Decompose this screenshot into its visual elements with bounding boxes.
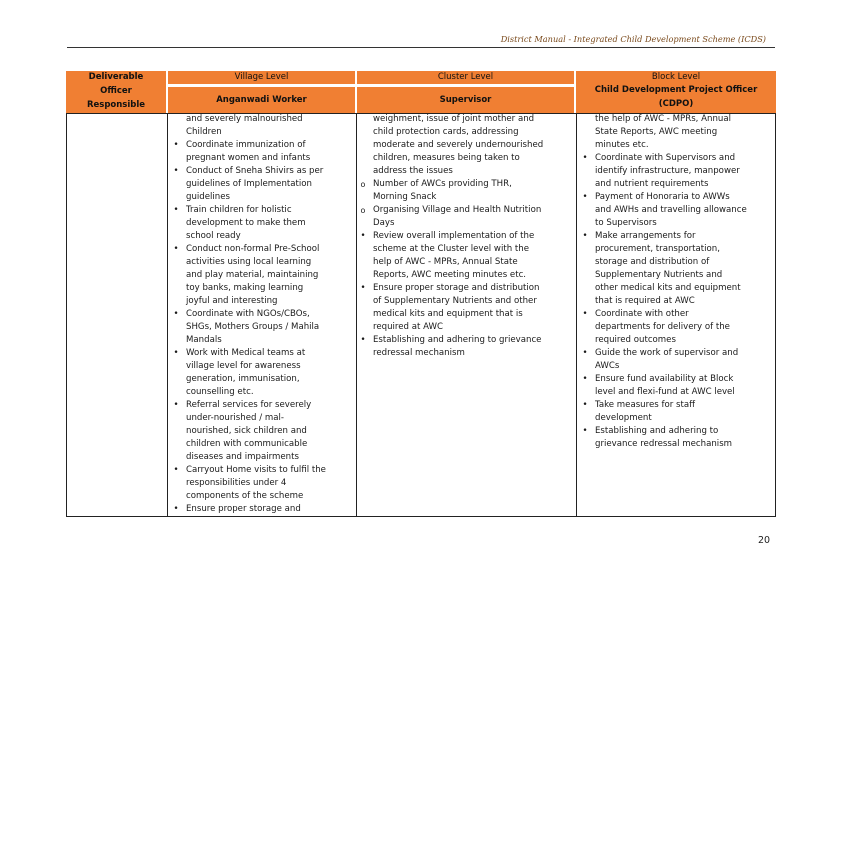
bullet-marker: • — [360, 335, 366, 345]
list-item-line: Reports, AWC meeting minutes etc. — [373, 270, 527, 280]
list-item-line: Ensure proper storage and — [186, 504, 301, 514]
list-item-line: Train children for holistic — [186, 205, 292, 215]
list-item-line: Establishing and adhering to — [595, 426, 719, 436]
list-item-line: guidelines of Implementation — [186, 179, 313, 189]
list-item — [579, 399, 775, 425]
list-item-line: Ensure fund availability at Block — [595, 374, 734, 384]
list-item-line: moderate and severely undernourished — [373, 140, 544, 150]
list-item-line: SHGs, Mothers Groups / Mahila — [186, 322, 320, 332]
bullet-marker: • — [173, 504, 179, 514]
bullet-marker: o — [360, 180, 366, 189]
list-item-line: Payment of Honoraria to AWWs — [595, 192, 730, 202]
list-item-line: nourished, sick children and — [186, 426, 307, 436]
bullet-marker: • — [173, 465, 179, 475]
list-item-line: joyful and interesting — [186, 296, 278, 306]
header-cdpo-line1: Child Development Project Officer — [594, 85, 758, 95]
bullet-marker: • — [582, 153, 588, 163]
list-item-line: diseases and impairments — [186, 452, 299, 462]
list-item-line: Take measures for staff — [595, 400, 696, 410]
list-item-line: child protection cards, addressing — [373, 127, 519, 137]
list-item-line: generation, immunisation, — [186, 374, 300, 384]
list-item-line: Work with Medical teams at — [186, 348, 306, 358]
list-item-line: Coordinate immunization of — [186, 140, 306, 150]
list-item-line: grievance redressal mechanism — [595, 439, 733, 449]
list-item-line: State Reports, AWC meeting — [595, 127, 718, 137]
header-deliverable-line1: Deliverable — [88, 72, 144, 82]
list-item — [170, 503, 354, 516]
list-item-line: departments for delivery of the — [595, 322, 730, 332]
list-item-line: AWCs — [595, 361, 620, 371]
block-responsibilities-list — [579, 113, 775, 451]
header-deliverable-line3: Responsible — [86, 100, 146, 110]
header-anganwadi-worker: Anganwadi Worker — [168, 87, 355, 113]
list-item-line: other medical kits and equipment — [595, 283, 741, 293]
list-item-line: Referral services for severely — [186, 400, 312, 410]
list-item-line: children with communicable — [186, 439, 308, 449]
bullet-marker: • — [360, 231, 366, 241]
bullet-marker: • — [173, 205, 179, 215]
list-item — [357, 230, 575, 282]
village-responsibilities-list — [170, 113, 354, 516]
list-item-line: address the issues — [373, 166, 453, 176]
list-item-line: Children — [186, 127, 222, 137]
list-item-line: storage and distribution of — [595, 257, 710, 267]
list-item-line: school ready — [186, 231, 241, 241]
list-item-line: Mandals — [186, 335, 222, 345]
list-item-line: under-nourished / mal- — [186, 413, 284, 423]
list-item-line: that is required at AWC — [595, 296, 695, 306]
list-item-line: minutes etc. — [595, 140, 649, 150]
list-item-line: pregnant women and infants — [186, 153, 311, 163]
list-item — [357, 113, 575, 178]
bullet-marker: • — [173, 400, 179, 410]
list-item — [170, 204, 354, 243]
list-item-line: required outcomes — [595, 335, 676, 345]
list-item-line: Review overall implementation of the — [373, 231, 535, 241]
list-item-line: Coordinate with Supervisors and — [595, 153, 736, 163]
bullet-marker: • — [173, 244, 179, 254]
list-item — [579, 347, 775, 373]
list-item — [170, 113, 354, 139]
list-item-line: Organising Village and Health Nutrition — [373, 205, 542, 215]
bullet-marker: • — [173, 309, 179, 319]
list-item-line: Days — [373, 218, 395, 228]
list-item-line: toy banks, making learning — [186, 283, 304, 293]
header-divider — [67, 47, 775, 48]
list-item-line: the help of AWC - MPRs, Annual — [595, 114, 732, 124]
list-item — [579, 191, 775, 230]
header-deliverable-line2: Officer — [100, 86, 132, 96]
list-item-line: Guide the work of supervisor and — [595, 348, 739, 358]
list-item — [170, 347, 354, 399]
list-item — [579, 373, 775, 399]
bullet-marker: • — [360, 283, 366, 293]
list-item-line: children, measures being taken to — [373, 153, 520, 163]
list-item — [357, 178, 575, 204]
list-item — [579, 308, 775, 347]
cluster-responsibilities-list — [357, 113, 575, 360]
list-item-line: required at AWC — [373, 322, 444, 332]
header-deliverable-cell — [66, 71, 166, 113]
list-item-line: Establishing and adhering to grievance — [373, 335, 542, 345]
list-item — [170, 139, 354, 165]
bullet-marker: • — [582, 426, 588, 436]
list-item — [357, 334, 575, 360]
list-item-line: procurement, transportation, — [595, 244, 720, 254]
list-item-line: counselling etc. — [186, 387, 254, 397]
list-item-line: and nutrient requirements — [595, 179, 709, 189]
list-item-line: Make arrangements for — [595, 231, 696, 241]
header-village-level: Village Level — [168, 71, 355, 84]
header-cluster-level: Cluster Level — [357, 71, 574, 84]
list-item-line: Coordinate with other — [595, 309, 689, 319]
list-item-line: Coordinate with NGOs/CBOs, — [186, 309, 310, 319]
bullet-marker: • — [582, 374, 588, 384]
document-header-title: District Manual - Integrated Child Development Scheme (ICDS) — [500, 34, 766, 44]
list-item — [170, 165, 354, 204]
list-item-line: Ensure proper storage and distribution — [373, 283, 540, 293]
list-item-line: Number of AWCs providing THR, — [373, 179, 512, 189]
list-item-line: Morning Snack — [373, 192, 437, 202]
responsibility-table — [66, 71, 776, 517]
body-cell-deliverable — [66, 113, 168, 517]
header-supervisor: Supervisor — [357, 87, 574, 113]
list-item — [579, 425, 775, 451]
list-item — [170, 243, 354, 308]
header-cdpo-cell — [576, 84, 776, 113]
list-item-line: identify infrastructure, manpower — [595, 166, 740, 176]
bullet-marker: • — [582, 309, 588, 319]
list-item — [170, 399, 354, 464]
list-item-line: and severely malnourished — [186, 114, 303, 124]
page-number: 20 — [758, 535, 771, 546]
list-item — [579, 113, 775, 152]
list-item-line: Conduct of Sneha Shivirs as per — [186, 166, 324, 176]
list-item — [579, 152, 775, 191]
list-item-line: of Supplementary Nutrients and other — [373, 296, 537, 306]
list-item-line: guidelines — [186, 192, 231, 202]
bullet-marker: • — [582, 231, 588, 241]
list-item-line: Carryout Home visits to fulfil the — [186, 465, 326, 475]
list-item-line: development to make them — [186, 218, 306, 228]
list-item — [357, 204, 575, 230]
list-item-line: and AWHs and travelling allowance — [595, 205, 747, 215]
list-item-line: Conduct non-formal Pre-School — [186, 244, 320, 254]
list-item-line: responsibilities under 4 — [186, 478, 287, 488]
header-cdpo-line2: (CDPO) — [658, 99, 694, 109]
list-item-line: weighment, issue of joint mother and — [373, 114, 535, 124]
bullet-marker: • — [173, 348, 179, 358]
bullet-marker: • — [173, 166, 179, 176]
bullet-marker: • — [173, 140, 179, 150]
list-item-line: scheme at the Cluster level with the — [373, 244, 529, 254]
list-item — [170, 308, 354, 347]
header-block-level: Block Level — [576, 71, 776, 84]
list-item-line: and play material, maintaining — [186, 270, 319, 280]
list-item-line: Supplementary Nutrients and — [595, 270, 723, 280]
bullet-marker: o — [360, 206, 366, 215]
list-item — [357, 282, 575, 334]
list-item-line: village level for awareness — [186, 361, 301, 371]
list-item-line: to Supervisors — [595, 218, 657, 228]
list-item-line: components of the scheme — [186, 491, 304, 501]
bullet-marker: • — [582, 348, 588, 358]
list-item-line: development — [595, 413, 652, 423]
list-item — [579, 230, 775, 308]
list-item — [170, 464, 354, 503]
list-item-line: medical kits and equipment that is — [373, 309, 523, 319]
bullet-marker: • — [582, 192, 588, 202]
bullet-marker: • — [582, 400, 588, 410]
list-item-line: help of AWC - MPRs, Annual State — [373, 257, 518, 267]
list-item-line: level and flexi-fund at AWC level — [595, 387, 735, 397]
list-item-line: activities using local learning — [186, 257, 312, 267]
list-item-line: redressal mechanism — [373, 348, 465, 358]
